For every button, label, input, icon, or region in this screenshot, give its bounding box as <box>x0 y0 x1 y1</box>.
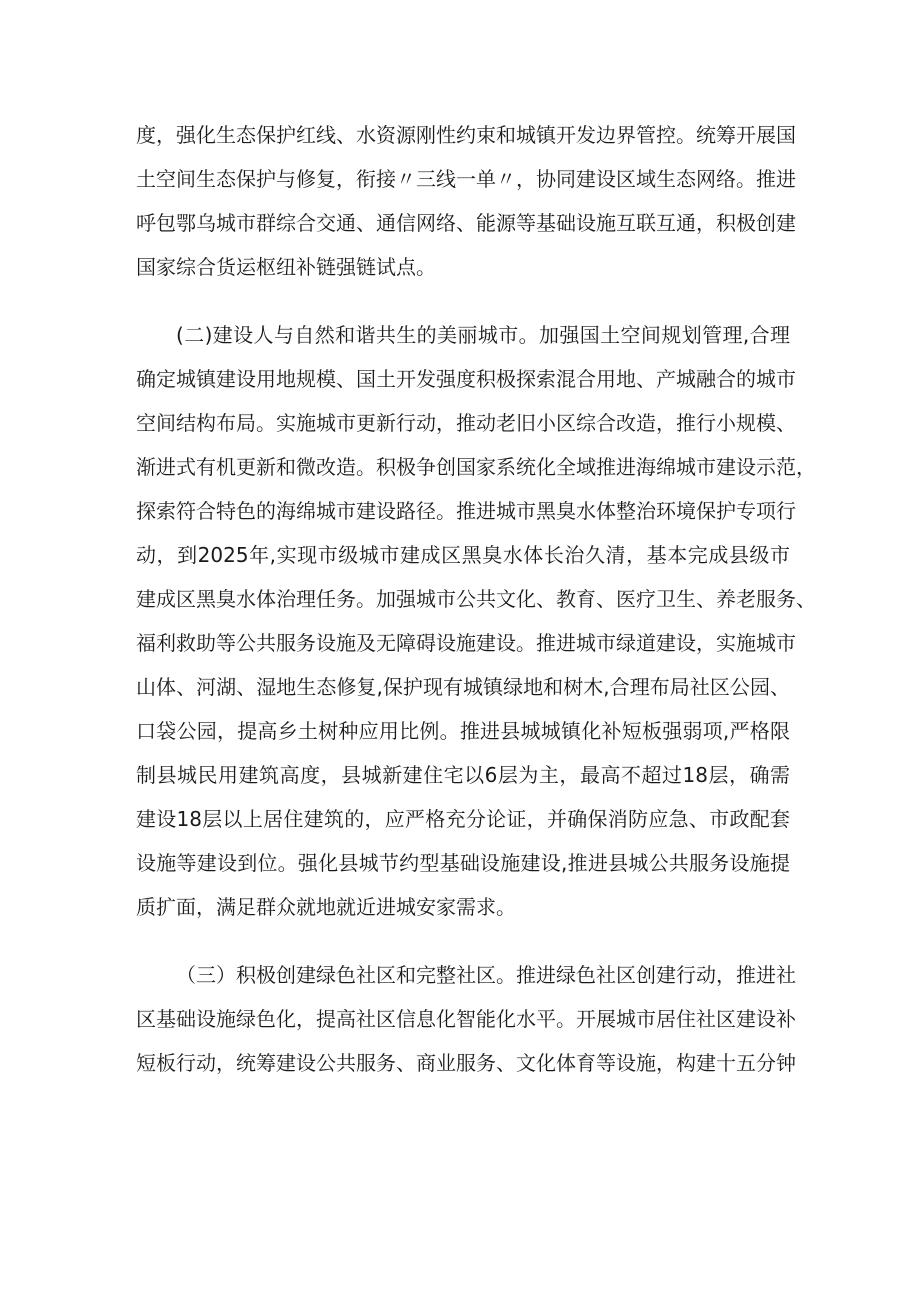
text-line: 山体、河湖、湿地生态修复,保护现有城镇绿地和树木,合理布局社区公园、 <box>136 675 790 699</box>
text-line: 质扩面，满足群众就地就近进城安家需求。 <box>136 895 516 919</box>
text-line: 土空间生态保护与修复，衔接〃三线一单〃，协同建设区域生态网络。推进 <box>136 167 796 191</box>
text-line: 空间结构布局。实施城市更新行动，推动老旧小区综合改造，推行小规模、 <box>136 411 796 435</box>
paragraph-first-line: （三）积极创建绿色社区和完整社区。推进绿色社区创建行动，推进社 <box>176 963 796 987</box>
text-line: 短板行动，统筹建设公共服务、商业服务、文化体育等设施，构建十五分钟 <box>136 1051 796 1075</box>
text-line: 度，强化生态保护红线、水资源刚性约束和城镇开发边界管控。统筹开展国 <box>136 123 796 147</box>
text-line: 探索符合特色的海绵城市建设路径。推进城市黑臭水体整治环境保护专项行 <box>136 499 796 523</box>
text-line: 呼包鄂乌城市群综合交通、通信网络、能源等基础设施互联互通，积极创建 <box>136 211 796 235</box>
text-line: 福利救助等公共服务设施及无障碍设施建设。推进城市绿道建设，实施城市 <box>136 631 796 655</box>
text-line: 区基础设施绿色化，提高社区信息化智能化水平。开展城市居住社区建设补 <box>136 1007 796 1031</box>
text-line: 设施等建设到位。强化县城节约型基础设施建设,推进县城公共服务设施提 <box>136 851 790 875</box>
text-line: 国家综合货运枢纽补链强链试点。 <box>136 255 436 279</box>
text-line: 建设18层以上居住建筑的，应严格充分论证，并确保消防应急、市政配套 <box>136 807 790 831</box>
text-line: 动，到2025年,实现市级城市建成区黑臭水体长治久清，基本完成县级市 <box>136 543 790 567</box>
paragraph-first-line: (二)建设人与自然和谐共生的美丽城市。加强国土空间规划管理,合理 <box>176 323 790 347</box>
text-line: 建成区黑臭水体治理任务。加强城市公共文化、教育、医疗卫生、养老服务、 <box>136 587 816 611</box>
text-line: 口袋公园，提高乡土树种应用比例。推进县城城镇化补短板强弱项,严格限 <box>136 719 790 743</box>
text-line: 渐进式有机更新和微改造。积极争创国家系统化全域推进海绵城市建设示范， <box>136 455 816 479</box>
text-line: 确定城镇建设用地规模、国土开发强度积极探索混合用地、产城融合的城市 <box>136 367 796 391</box>
text-line: 制县城民用建筑高度，县城新建住宅以6层为主，最高不超过18层，确需 <box>136 763 790 787</box>
